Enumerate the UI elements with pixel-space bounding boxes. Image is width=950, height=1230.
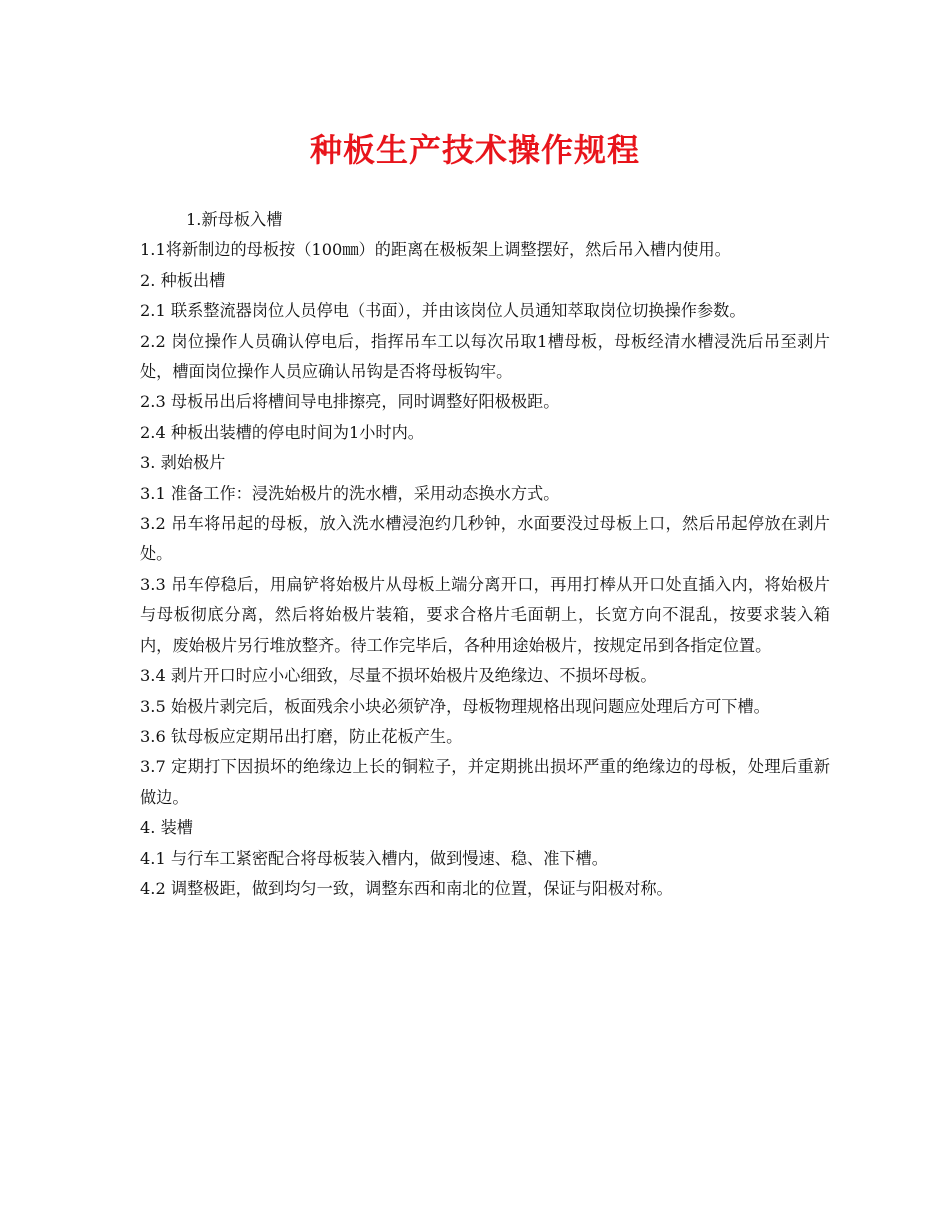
paragraph: 3.7 定期打下因损坏的绝缘边上长的铜粒子，并定期挑出损坏严重的绝缘边的母板，处理后重新做边。	[140, 757, 830, 807]
paragraph: 2.3 母板吊出后将槽间导电排擦亮，同时调整好阳极极距。	[140, 392, 560, 412]
paragraph: 3.3 吊车停稳后，用扁铲将始极片从母板上端分离开口，再用打棒从开口处直插入内，将始极片与母板彻底分离，然后将始极片装箱，要求合格片毛面朝上，长宽方向不混乱，按要求装入箱内，废始极片另行堆放整齐。待工作完毕后，各种用途始极片，按规定吊到各指定位置。	[140, 574, 830, 655]
section-heading: 1.新母板入槽	[186, 210, 283, 229]
paragraph: 4.2 调整极距，做到均匀一致，调整东西和南北的位置，保证与阳极对称。	[140, 878, 673, 898]
section-heading: 2. 种板出槽	[140, 270, 226, 290]
section-heading: 4. 装槽	[140, 818, 193, 838]
section-heading: 3. 剥始极片	[140, 453, 226, 473]
paragraph: 3.4 剥片开口时应小心细致，尽量不损坏始极片及绝缘边、不损坏母板。	[140, 666, 657, 686]
paragraph: 2.4 种板出装槽的停电时间为1小时内。	[140, 422, 424, 442]
paragraph: 3.5 始极片剥完后，板面残余小块必须铲净，母板物理规格出现问题应处理后方可下槽。	[140, 696, 770, 716]
paragraph: 1.1将新制边的母板按（100㎜）的距离在极板架上调整摆好，然后吊入槽内使用。	[140, 240, 731, 260]
paragraph: 2.2 岗位操作人员确认停电后，指挥吊车工以每次吊取1槽母板，母板经清水槽浸洗后吊至剥片处，槽面岗位操作人员应确认吊钩是否将母板钩牢。	[140, 331, 830, 382]
document-body	[140, 205, 830, 904]
paragraph: 3.6 钛母板应定期吊出打磨，防止花板产生。	[140, 726, 463, 746]
paragraph: 4.1 与行车工紧密配合将母板装入槽内，做到慢速、稳、准下槽。	[140, 848, 608, 868]
paragraph: 2.1 联系整流器岗位人员停电（书面），并由该岗位人员通知萃取岗位切换操作参数。	[140, 301, 746, 321]
document-title: 种板生产技术操作规程	[309, 131, 640, 169]
paragraph: 3.1 准备工作：浸洗始极片的洗水槽，采用动态换水方式。	[140, 483, 560, 503]
paragraph: 3.2 吊车将吊起的母板，放入洗水槽浸泡约几秒钟，水面要没过母板上口，然后吊起停放在剥片处。	[140, 514, 830, 564]
